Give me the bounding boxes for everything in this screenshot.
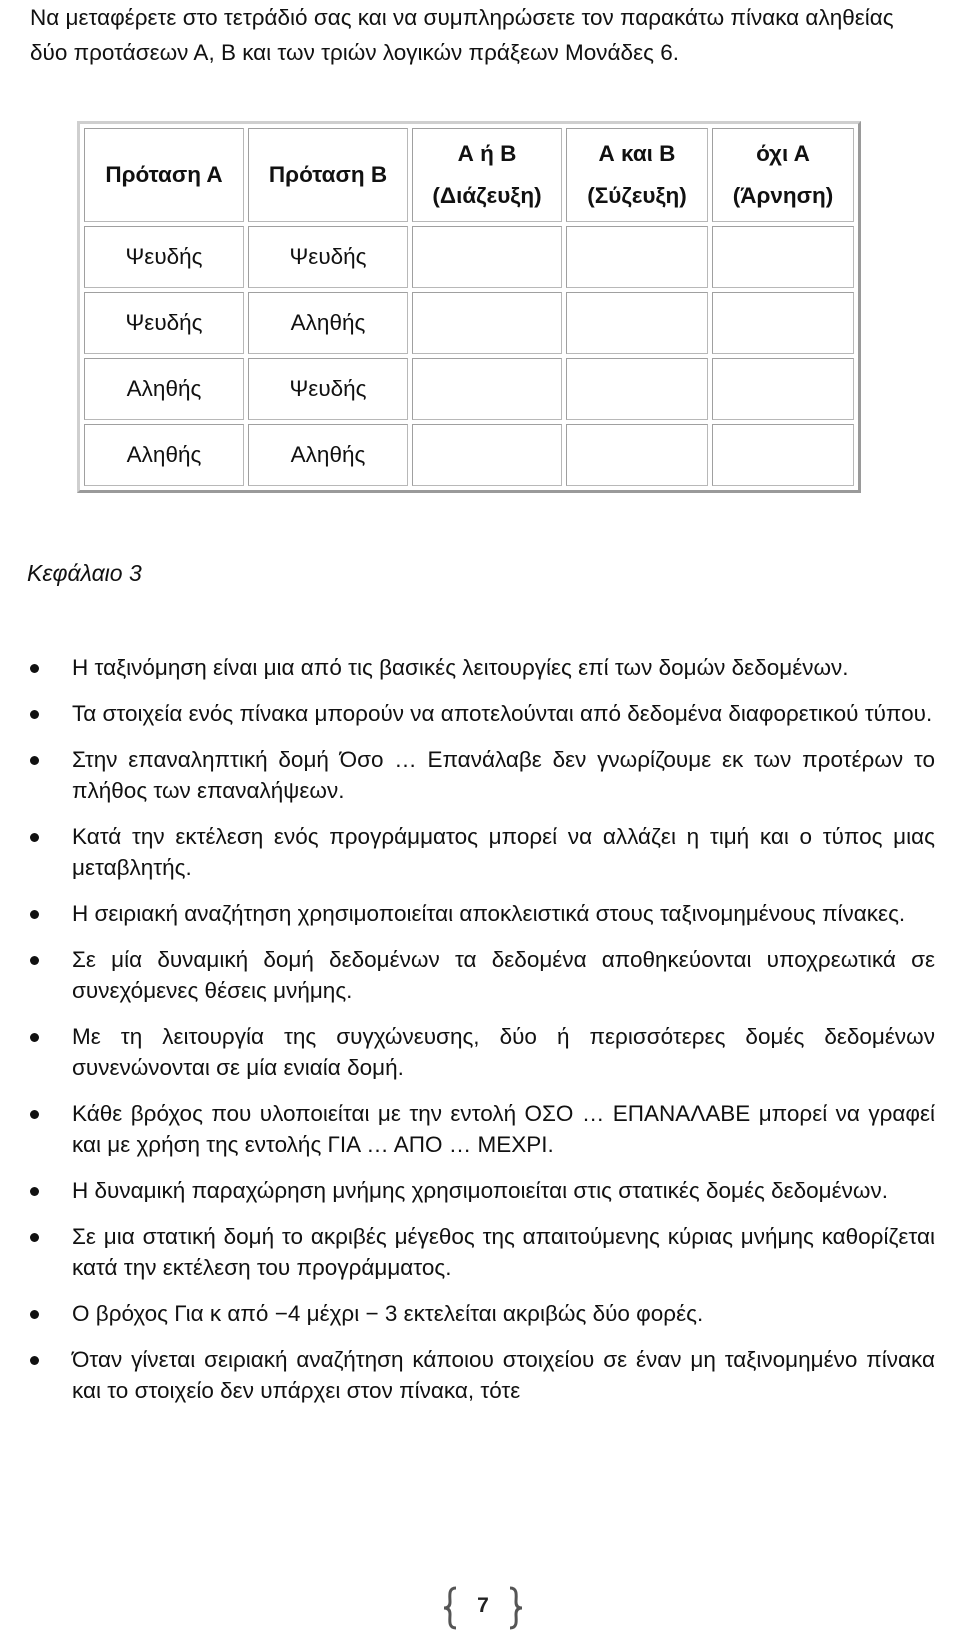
- truth-table: [77, 121, 861, 493]
- table-cell: Αληθής: [248, 292, 408, 354]
- table-cell: Αληθής: [84, 424, 244, 486]
- bullet-icon: [30, 956, 39, 965]
- bullet-icon: [30, 910, 39, 919]
- statements-list: [30, 652, 935, 1421]
- table-row: [84, 424, 854, 486]
- list-item: Στην επαναληπτική δομή Όσο … Επανάλαβε δεν γνωρίζουμε εκ των προτέρων το πλήθος των επαναλήψεων.: [30, 744, 935, 806]
- table-cell-empty: [566, 226, 708, 288]
- list-item: Όταν γίνεται σειριακή αναζήτηση κάποιου στοιχείου σε έναν μη ταξινομημένο πίνακα και το στοιχείο δεν υπάρχει στον πίνακα, τότε: [30, 1344, 935, 1406]
- table-cell-empty: [712, 292, 854, 354]
- table-cell: Ψευδής: [84, 226, 244, 288]
- table-cell: Ψευδής: [84, 292, 244, 354]
- bullet-icon: [30, 1310, 39, 1319]
- bullet-icon: [30, 1233, 39, 1242]
- bullet-icon: [30, 710, 39, 719]
- table-cell-empty: [412, 226, 562, 288]
- table-row: [84, 226, 854, 288]
- table-cell-empty: [712, 226, 854, 288]
- list-item: Με τη λειτουργία της συγχώνευσης, δύο ή περισσότερες δομές δεδομένων συνενώνονται σε μία ενιαία δομή.: [30, 1021, 935, 1083]
- table-row: [84, 292, 854, 354]
- header-disjunction: Α ή Β (Διάζευξη): [412, 128, 562, 222]
- page-footer: [438, 1584, 528, 1632]
- bullet-icon: [30, 1033, 39, 1042]
- table-cell: Αληθής: [248, 424, 408, 486]
- table-cell: Ψευδής: [248, 358, 408, 420]
- table-cell-empty: [712, 424, 854, 486]
- table-cell-empty: [566, 424, 708, 486]
- header-proposition-a: Πρόταση Α: [84, 128, 244, 222]
- list-item: Ο βρόχος Για κ από −4 μέχρι − 3 εκτελείται ακριβώς δύο φορές.: [30, 1298, 935, 1329]
- header-negation: όχι Α (Άρνηση): [712, 128, 854, 222]
- table-cell-empty: [712, 358, 854, 420]
- table-cell: Ψευδής: [248, 226, 408, 288]
- list-item: Η σειριακή αναζήτηση χρησιμοποιείται αποκλειστικά στους ταξινομημένους πίνακες.: [30, 898, 935, 929]
- instructions-paragraph: Να μεταφέρετε στο τετράδιό σας και να συμπληρώσετε τον παρακάτω πίνακα αληθείας δύο προτάσεων Α, Β και των τριών λογικών πράξεων Μονάδες 6.: [30, 5, 894, 65]
- list-item: Τα στοιχεία ενός πίνακα μπορούν να αποτελούνται από δεδομένα διαφορετικού τύπου.: [30, 698, 935, 729]
- header-conjunction: Α και Β (Σύζευξη): [566, 128, 708, 222]
- bullet-icon: [30, 1187, 39, 1196]
- table-cell-empty: [566, 292, 708, 354]
- table-cell-empty: [566, 358, 708, 420]
- table-cell-empty: [412, 424, 562, 486]
- bullet-icon: [30, 833, 39, 842]
- bullet-icon: [30, 756, 39, 765]
- header-proposition-b: Πρόταση Β: [248, 128, 408, 222]
- bullet-icon: [30, 1356, 39, 1365]
- page-number: 7: [477, 1594, 489, 1617]
- table-cell-empty: [412, 292, 562, 354]
- list-item: Κάθε βρόχος που υλοποιείται με την εντολή ΟΣΟ … ΕΠΑΝΑΛΑΒΕ μπορεί να γραφεί και με χρήση της εντολής ΓΙΑ … ΑΠΟ … ΜΕΧΡΙ.: [30, 1098, 935, 1160]
- list-item: Σε μία δυναμική δομή δεδομένων τα δεδομένα αποθηκεύονται υποχρεωτικά σε συνεχόμενες θέσεις μνήμης.: [30, 944, 935, 1006]
- table-row: [84, 358, 854, 420]
- bullet-icon: [30, 1110, 39, 1119]
- table-cell-empty: [412, 358, 562, 420]
- list-item: Κατά την εκτέλεση ενός προγράμματος μπορεί να αλλάζει η τιμή και ο τύπος μιας μεταβλητής.: [30, 821, 935, 883]
- table-cell: Αληθής: [84, 358, 244, 420]
- bullet-icon: [30, 664, 39, 673]
- table-header-row: [84, 128, 854, 222]
- list-item: Η δυναμική παραχώρηση μνήμης χρησιμοποιείται στις στατικές δομές δεδομένων.: [30, 1175, 935, 1206]
- list-item: Η ταξινόμηση είναι μια από τις βασικές λειτουργίες επί των δομών δεδομένων.: [30, 652, 935, 683]
- chapter-heading: Κεφάλαιο 3: [27, 560, 142, 586]
- list-item: Σε μια στατική δομή το ακριβές μέγεθος της απαιτούμενης κύριας μνήμης καθορίζεται κατά την εκτέλεση του προγράμματος.: [30, 1221, 935, 1283]
